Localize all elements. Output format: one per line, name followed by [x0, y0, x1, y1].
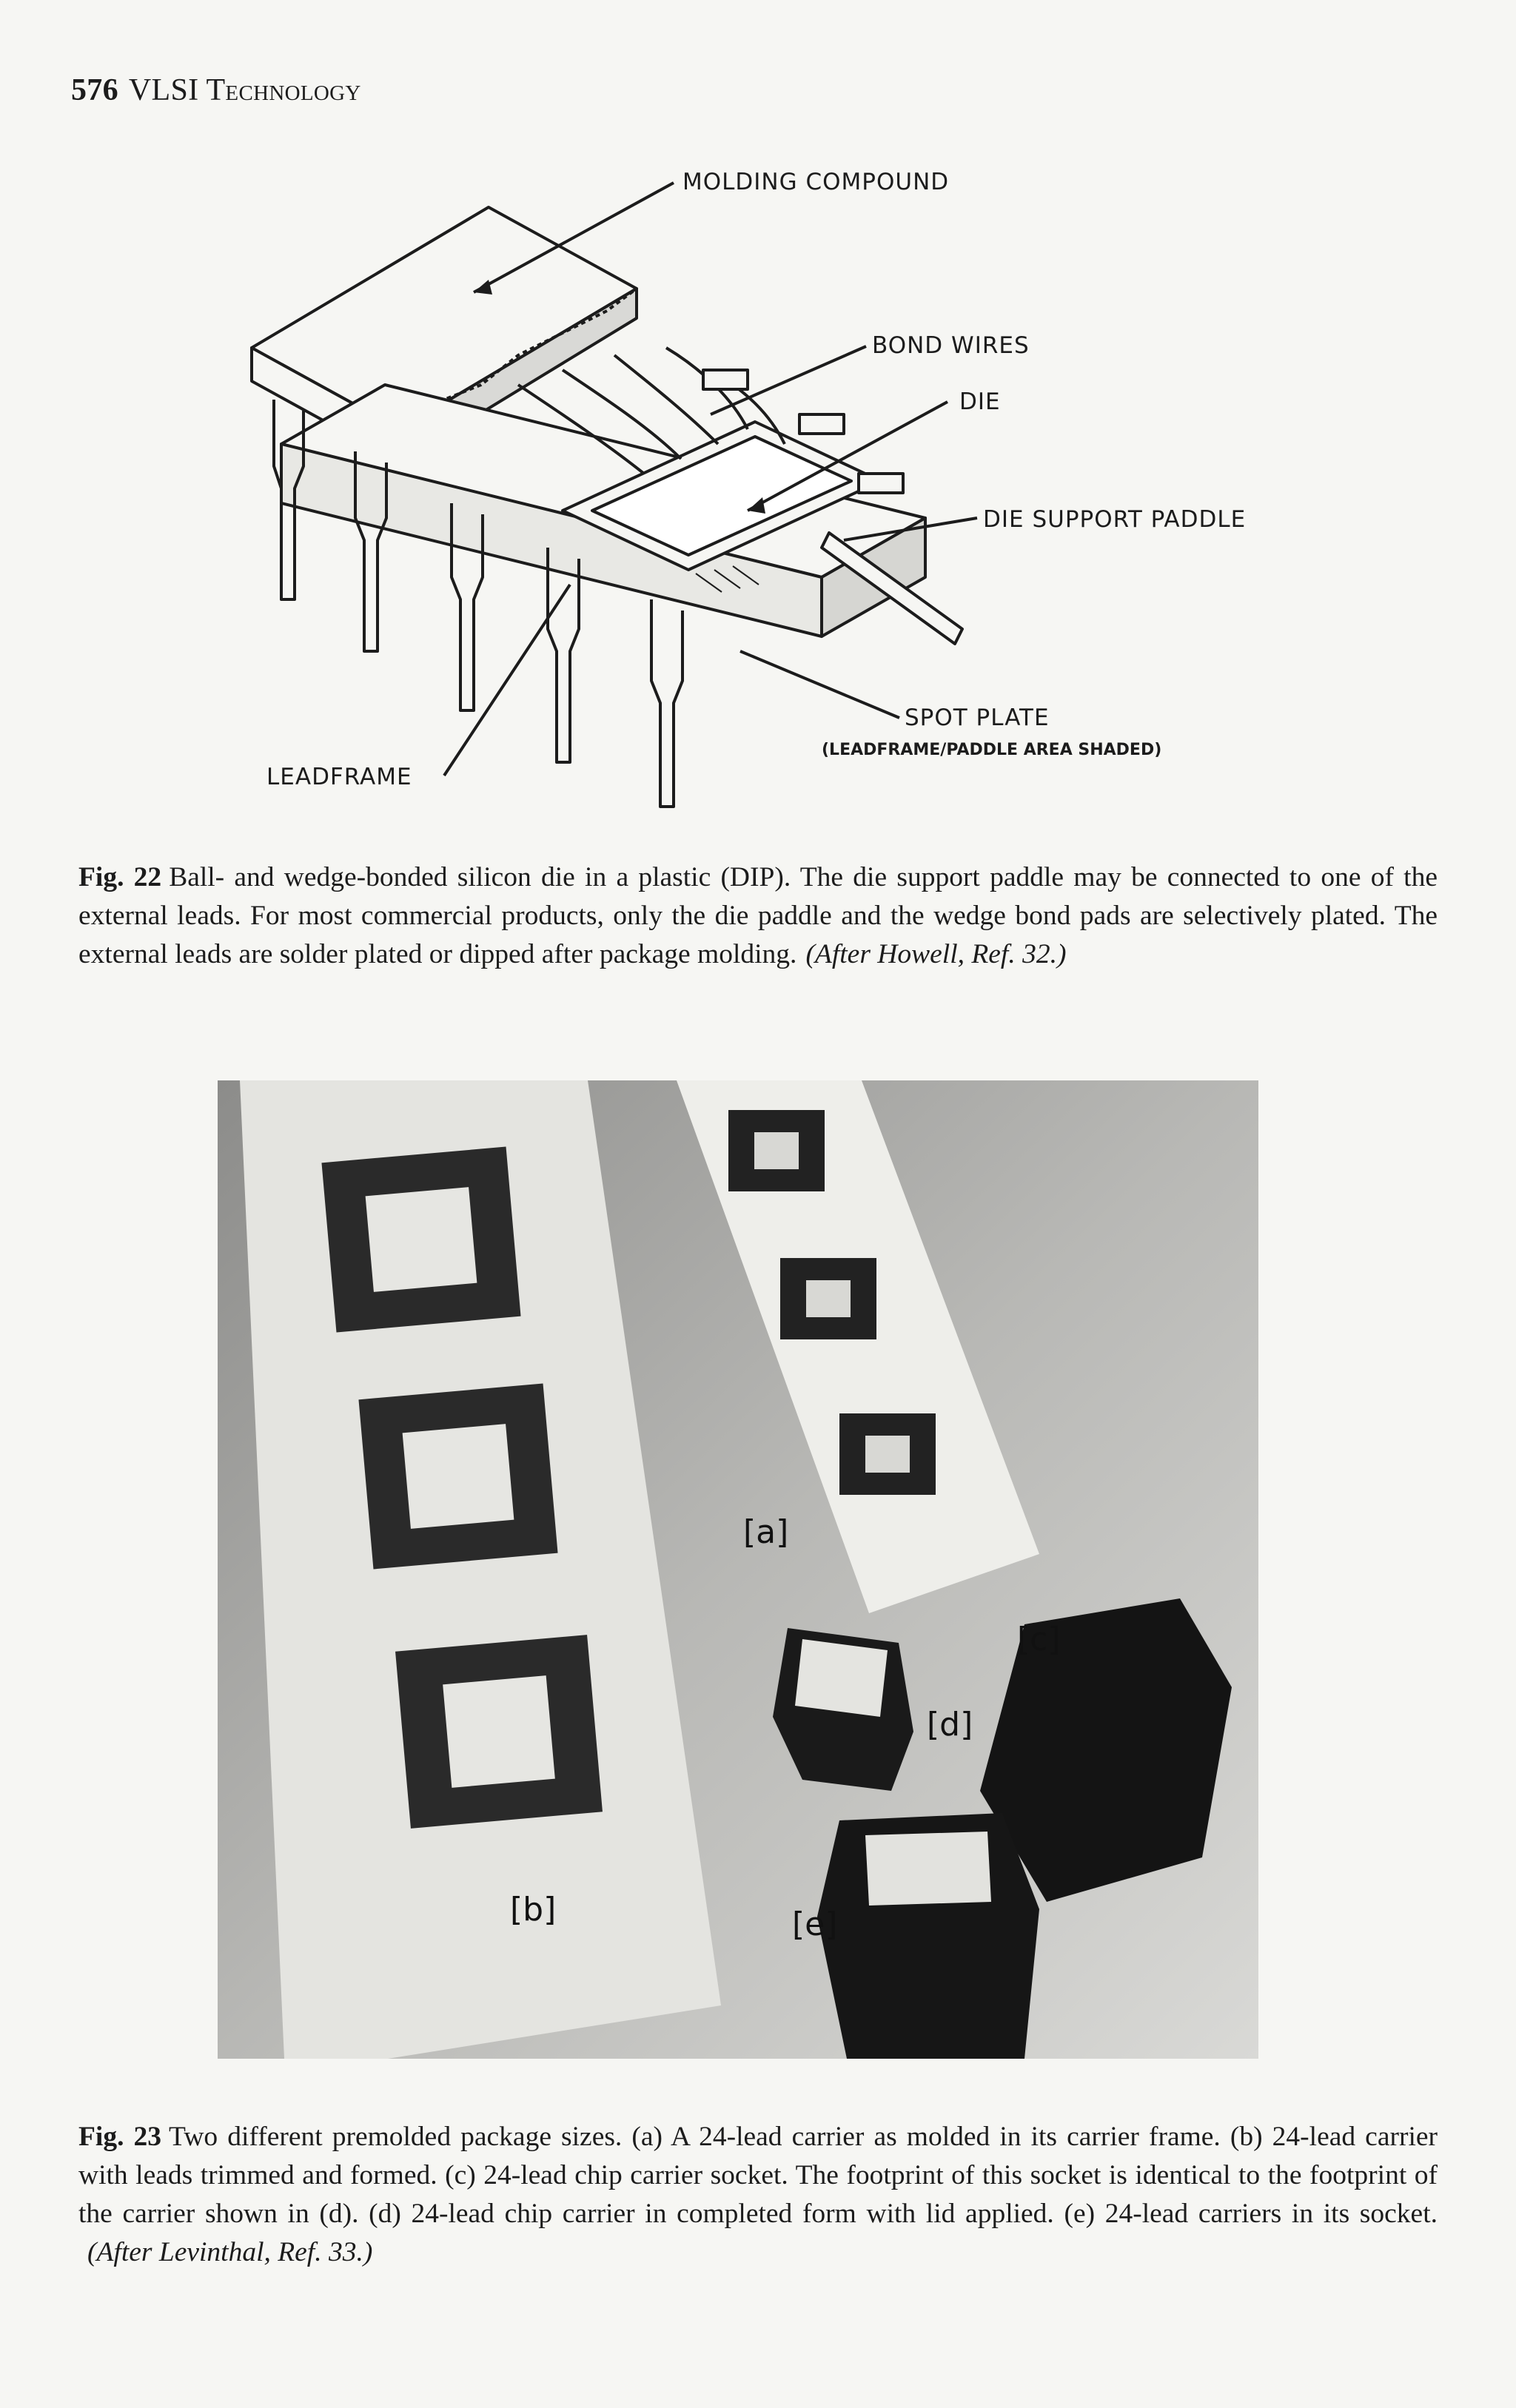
- figure-23-caption-text: Two different premolded package sizes. (a) A 24-lead carrier as molded in its carrier frame. (b) 24-lead carrier with leads trimmed and formed. (c) 24-lead chip carrier socket. The footprint of this socket is identical to the footprint of the carrier shown in (d). (d) 24-lead chip carrier in completed form with lid applied. (e) 24-lead carriers in its socket.: [78, 2122, 1438, 2229]
- tag-c: [c]: [1017, 1621, 1061, 1658]
- bond-pad-2: [799, 414, 844, 434]
- figure-22-caption-text: Ball- and wedge-bonded silicon die in a plastic (DIP). The die support paddle may be connected to one of the external leads. For most commercial products, only the die paddle and the wedge bond pads are selectively plated. The external leads are solder plated or dipped after package molding.: [78, 862, 1438, 969]
- label-die-support-paddle: DIE SUPPORT PADDLE: [983, 506, 1247, 533]
- dip-leg-4: [548, 548, 579, 762]
- dip-leg-5: [651, 599, 682, 807]
- carrier-d-lid: [795, 1639, 888, 1717]
- figure-23-label: Fig. 23: [78, 2122, 162, 2152]
- tag-a: [a]: [743, 1513, 789, 1551]
- bond-wire-3: [614, 355, 718, 444]
- tag-e: [e]: [792, 1906, 838, 1943]
- tag-b: [b]: [510, 1891, 557, 1928]
- figure-22-label: Fig. 22: [78, 862, 162, 892]
- running-head: [71, 73, 361, 108]
- figure-23-reference: (After Levinthal, Ref. 33.): [87, 2237, 373, 2267]
- running-title: VLSI Technology: [128, 73, 361, 107]
- leader-spot-plate: [740, 651, 899, 718]
- label-bond-wires: BOND WIRES: [872, 332, 1030, 359]
- carrier-e-lid: [865, 1832, 991, 1906]
- label-spot-plate: SPOT PLATE: [905, 704, 1050, 731]
- figure-22-diagram: [0, 141, 1516, 836]
- label-molding-compound: MOLDING COMPOUND: [682, 169, 950, 195]
- label-die: DIE: [959, 389, 1001, 415]
- figure-22-caption: [78, 858, 1438, 974]
- bond-pad-1: [703, 370, 748, 389]
- page-number: 576: [71, 73, 118, 107]
- figure-23-photo: [218, 1080, 1258, 2059]
- tag-d: [d]: [927, 1706, 973, 1743]
- figure-22-reference: (After Howell, Ref. 32.): [805, 939, 1067, 969]
- label-spot-plate-note: (LEADFRAME/PADDLE AREA SHADED): [822, 741, 1162, 759]
- label-leadframe: LEADFRAME: [266, 764, 412, 790]
- bond-pad-3: [859, 474, 903, 493]
- figure-23-caption: [78, 2118, 1438, 2272]
- leader-leadframe: [444, 585, 570, 776]
